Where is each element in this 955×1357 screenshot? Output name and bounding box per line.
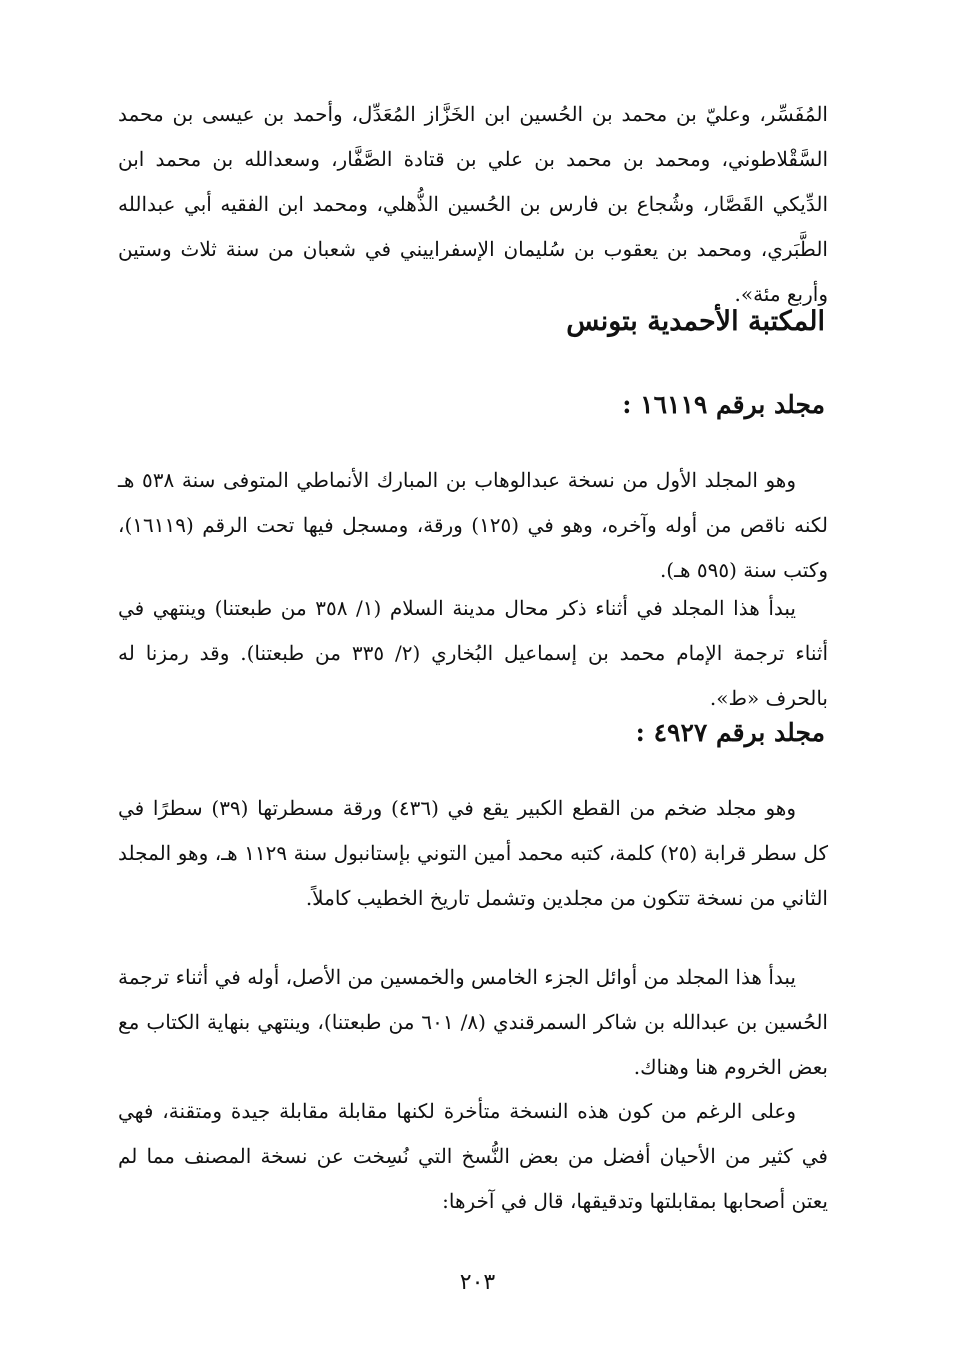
volume-2-description: وهو مجلد ضخم من القطع الكبير يقع في (٤٣٦) ورقة مسطرتها (٣٩) سطرًا في كل سطر قرابة (٢٥) كلمة، كتبه محمد أمين التوني بإستانبول سنة ١١٢٩ هـ، وهو المجلد الثاني من نسخة تتكون من مجلدين وتشمل تاريخ الخطيب كاملاً. (118, 796, 829, 910)
page-number: ٢٠٣ (459, 1270, 496, 1295)
volume-1-range: يبدأ هذا المجلد في أثناء ذكر محال مدينة السلام (١/ ٣٥٨ من طبعتنا) وينتهي في أثناء ترجمة الإمام محمد بن إسماعيل البُخاري (٢/ ٣٣٥ من طبعتنا). وقد رمزنا له بالحرف «ط». (118, 596, 828, 710)
volume-2-range: يبدأ هذا المجلد من أوائل الجزء الخامس والخمسين من الأصل، أوله في أثناء ترجمة الحُسين بن عبدالله بن شاكر السمرقندي (٨/ ٦٠١ من طبعتنا)، وينتهي بنهاية الكتاب مع بعض الخروم هنا وهناك. (118, 965, 828, 1079)
volume-1-heading: مجلد برقم ١٦١١٩ : (622, 390, 825, 419)
volume-2-quality: وعلى الرغم من كون هذه النسخة متأخرة لكنها مقابلة مقابلة جيدة ومتقنة، فهي في كثير من الأحيان أفضل من بعض النُّسخ التي نُسِخت عن نسخة المصنف مما لم يعتن أصحابها بمقابلتها وتدقيقها، قال في آخرها: (118, 1099, 828, 1213)
volume-1-description: وهو المجلد الأول من نسخة عبدالوهاب بن المبارك الأنماطي المتوفى سنة ٥٣٨ هـ لكنه ناقص من أوله وآخره، وهو في (١٢٥) ورقة، ومسجل فيها تحت الرقم (١٦١١٩)، وكتب سنة (٥٩٥ هـ). (118, 468, 828, 582)
continuation-paragraph: المُفَسِّر، وعليّ بن محمد بن الحُسين ابن الخَزَّاز المُعَدِّل، وأحمد بن عيسى بن محمد السَّقْلاطوني، ومحمد بن محمد بن علي بن قتادة الصَّفَّار، وسعدالله بن محمد ابن الدِّيكي القَصَّار، وشُجاع بن فارس بن الحُسين الذُّهلي، ومحمد ابن الفقيه أبي عبدالله الطَّبَري، ومحمد بن يعقوب بن سُليمان الإسفراييني في شعبان من سنة ثلاث وستين وأربع مئة». (118, 102, 828, 306)
section-heading: المكتبة الأحمدية بتونس (566, 306, 825, 337)
volume-2-heading: مجلد برقم ٤٩٢٧ : (635, 718, 825, 747)
